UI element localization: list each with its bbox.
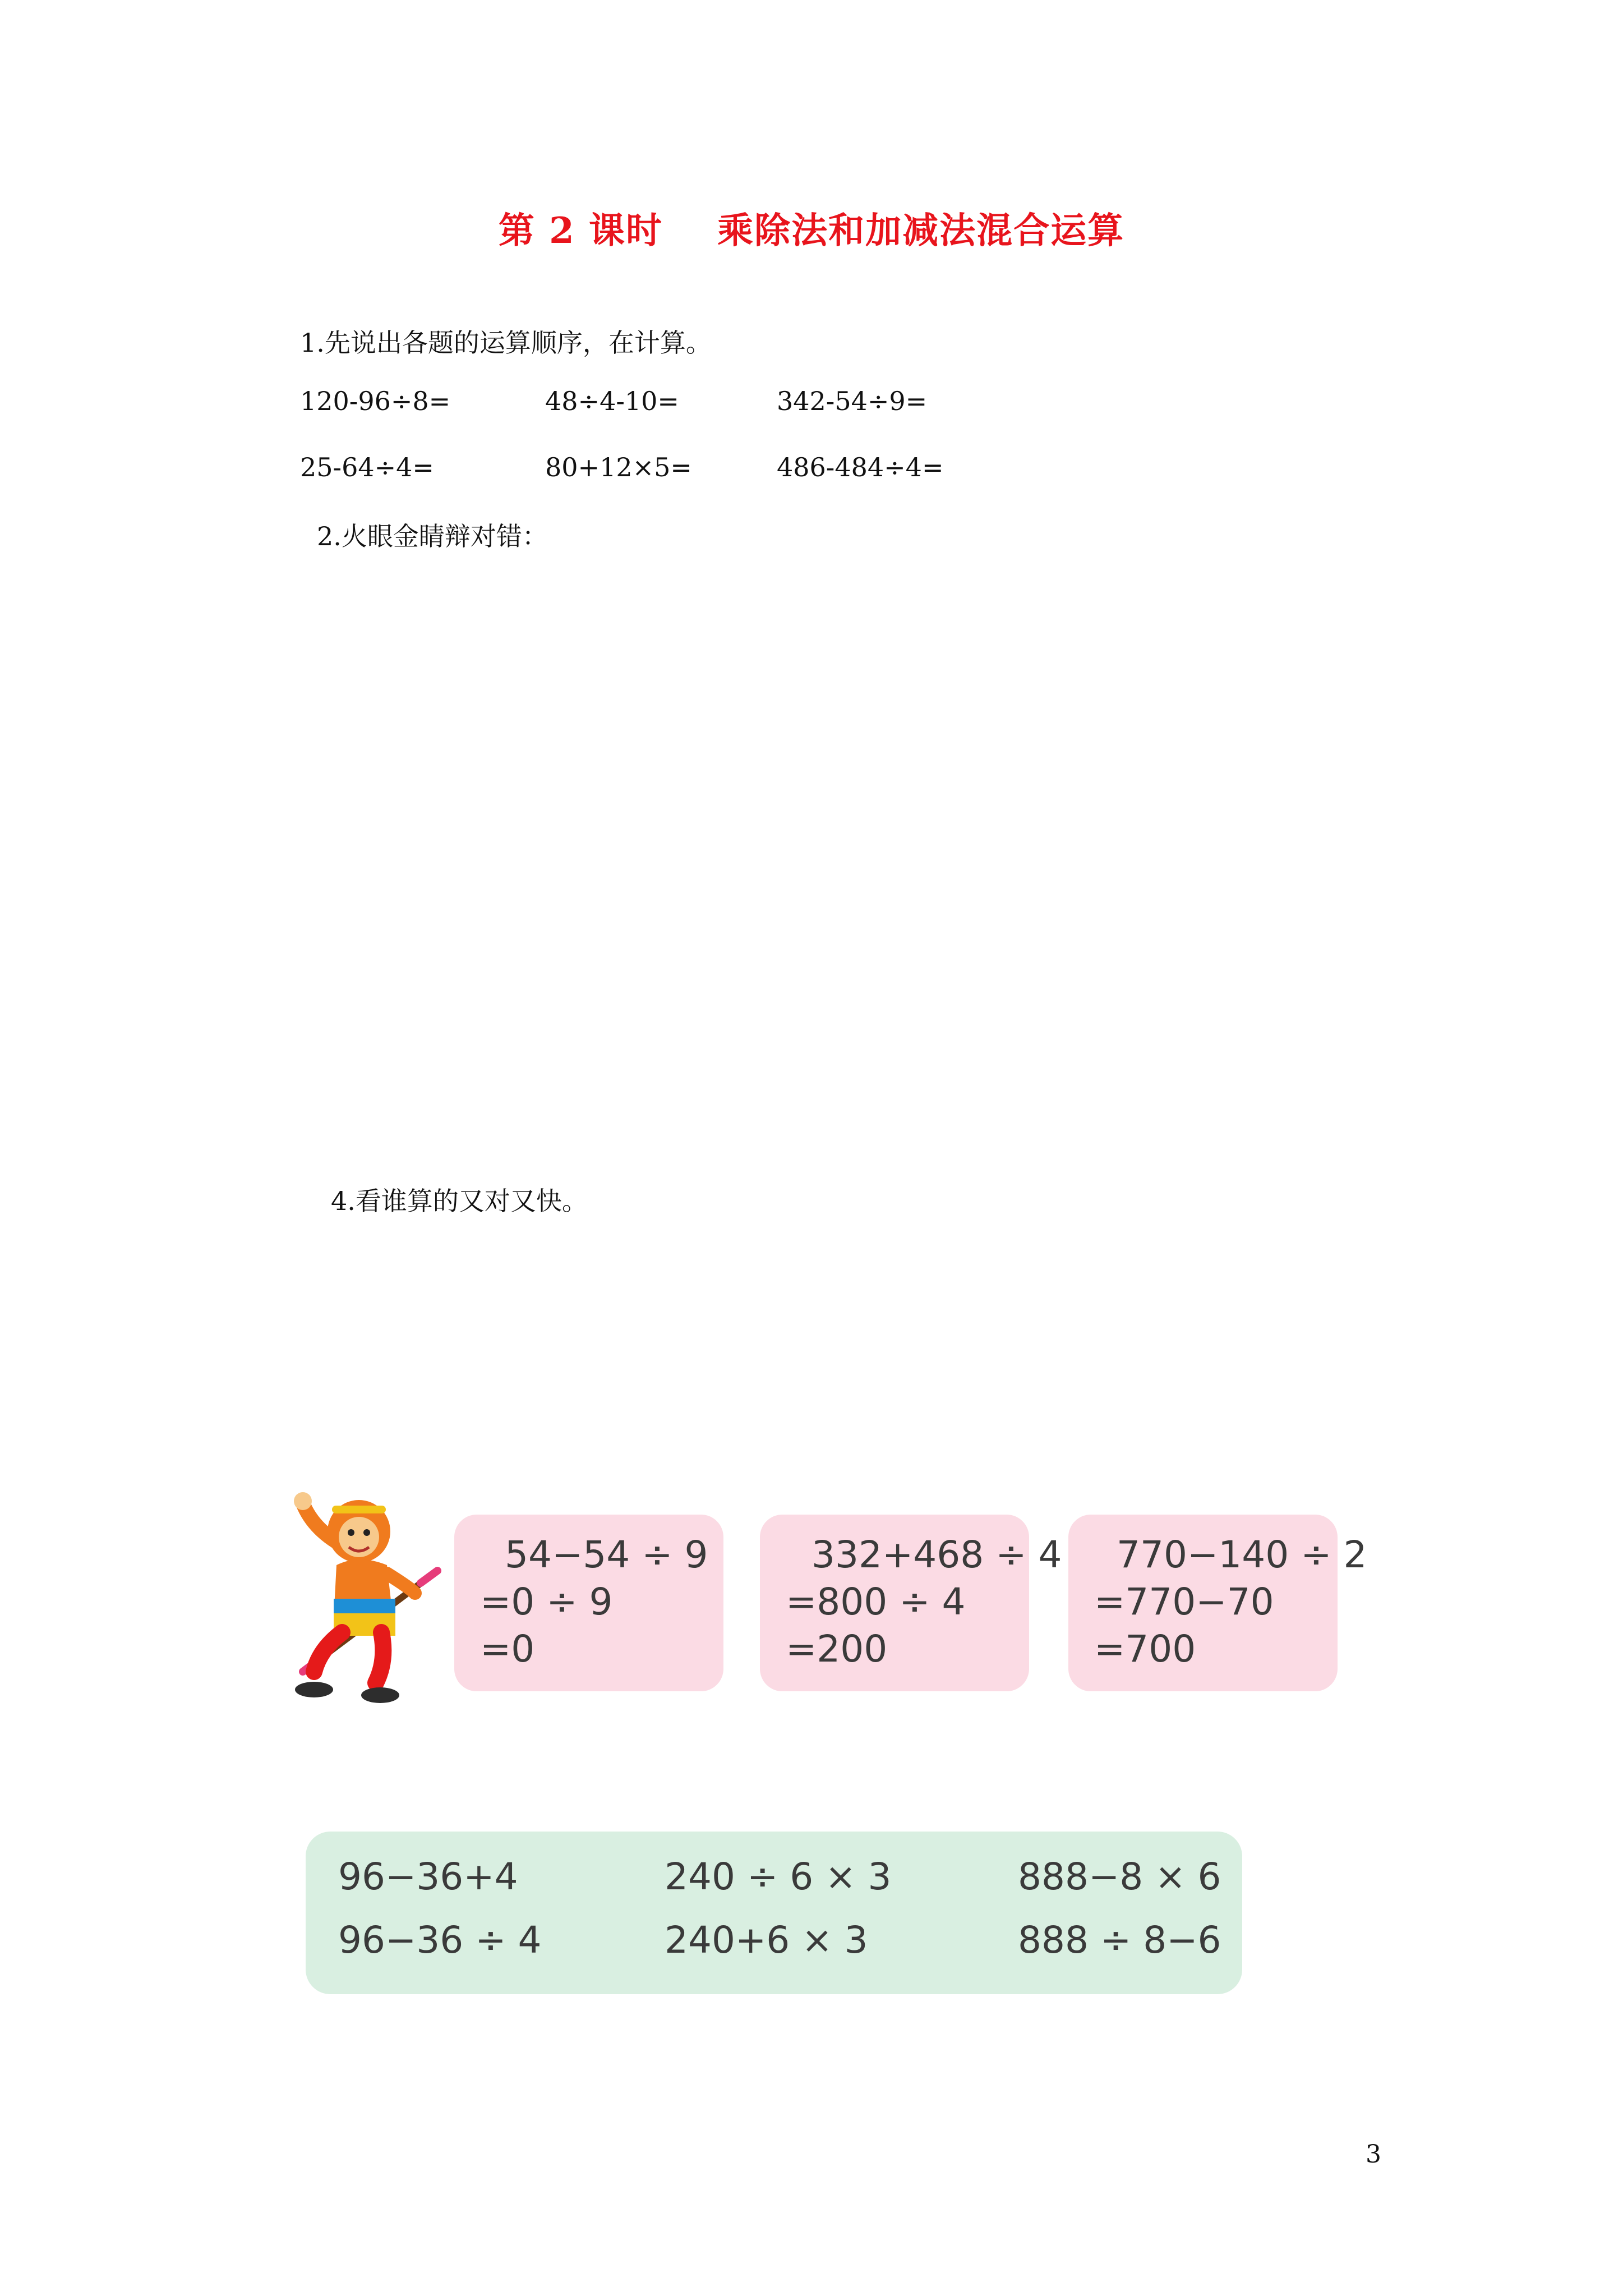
question-1-label: 1.先说出各题的运算顺序，在计算。 — [300, 328, 712, 358]
page-title: 第 2 课时 乘除法和加减法混合运算 — [498, 210, 1125, 252]
grid-expression: 96−36+4 — [338, 1855, 518, 1898]
calculation-card — [760, 1515, 1062, 1691]
grid-expression: 96−36 ÷ 4 — [338, 1918, 542, 1962]
card-line: =770−70 — [1094, 1580, 1274, 1623]
q1-expression: 80+12×5= — [545, 452, 692, 482]
grid-expression: 240+6 × 3 — [665, 1918, 868, 1962]
card-line: =0 ÷ 9 — [480, 1580, 613, 1623]
card-line: 54−54 ÷ 9 — [505, 1533, 708, 1576]
card-line: 332+468 ÷ 4 — [811, 1533, 1062, 1576]
q1-expression: 25-64÷4= — [300, 452, 434, 482]
monkey-king-icon — [280, 1481, 443, 1705]
q1-expression: 486-484÷4= — [777, 452, 944, 482]
calculation-card — [1068, 1515, 1367, 1691]
q1-expression: 48÷4-10= — [545, 386, 679, 416]
card-line: =800 ÷ 4 — [786, 1580, 966, 1623]
grid-expression: 240 ÷ 6 × 3 — [665, 1855, 892, 1898]
question-2-label: 2.火眼金睛辩对错： — [317, 521, 548, 551]
card-line: =0 — [480, 1627, 535, 1671]
calculation-card — [454, 1515, 723, 1691]
page-number: 3 — [1366, 2140, 1381, 2169]
question-4-label: 4.看谁算的又对又快。 — [331, 1186, 588, 1216]
q1-expression: 120-96÷8= — [300, 386, 451, 416]
q1-expression: 342-54÷9= — [777, 386, 928, 416]
card-line: 770−140 ÷ 2 — [1117, 1533, 1367, 1576]
grid-expression: 888 ÷ 8−6 — [1018, 1918, 1221, 1962]
practice-grid — [306, 1832, 1242, 1994]
card-line: =700 — [1094, 1627, 1196, 1671]
card-line: =200 — [786, 1627, 888, 1671]
grid-expression: 888−8 × 6 — [1018, 1855, 1221, 1898]
